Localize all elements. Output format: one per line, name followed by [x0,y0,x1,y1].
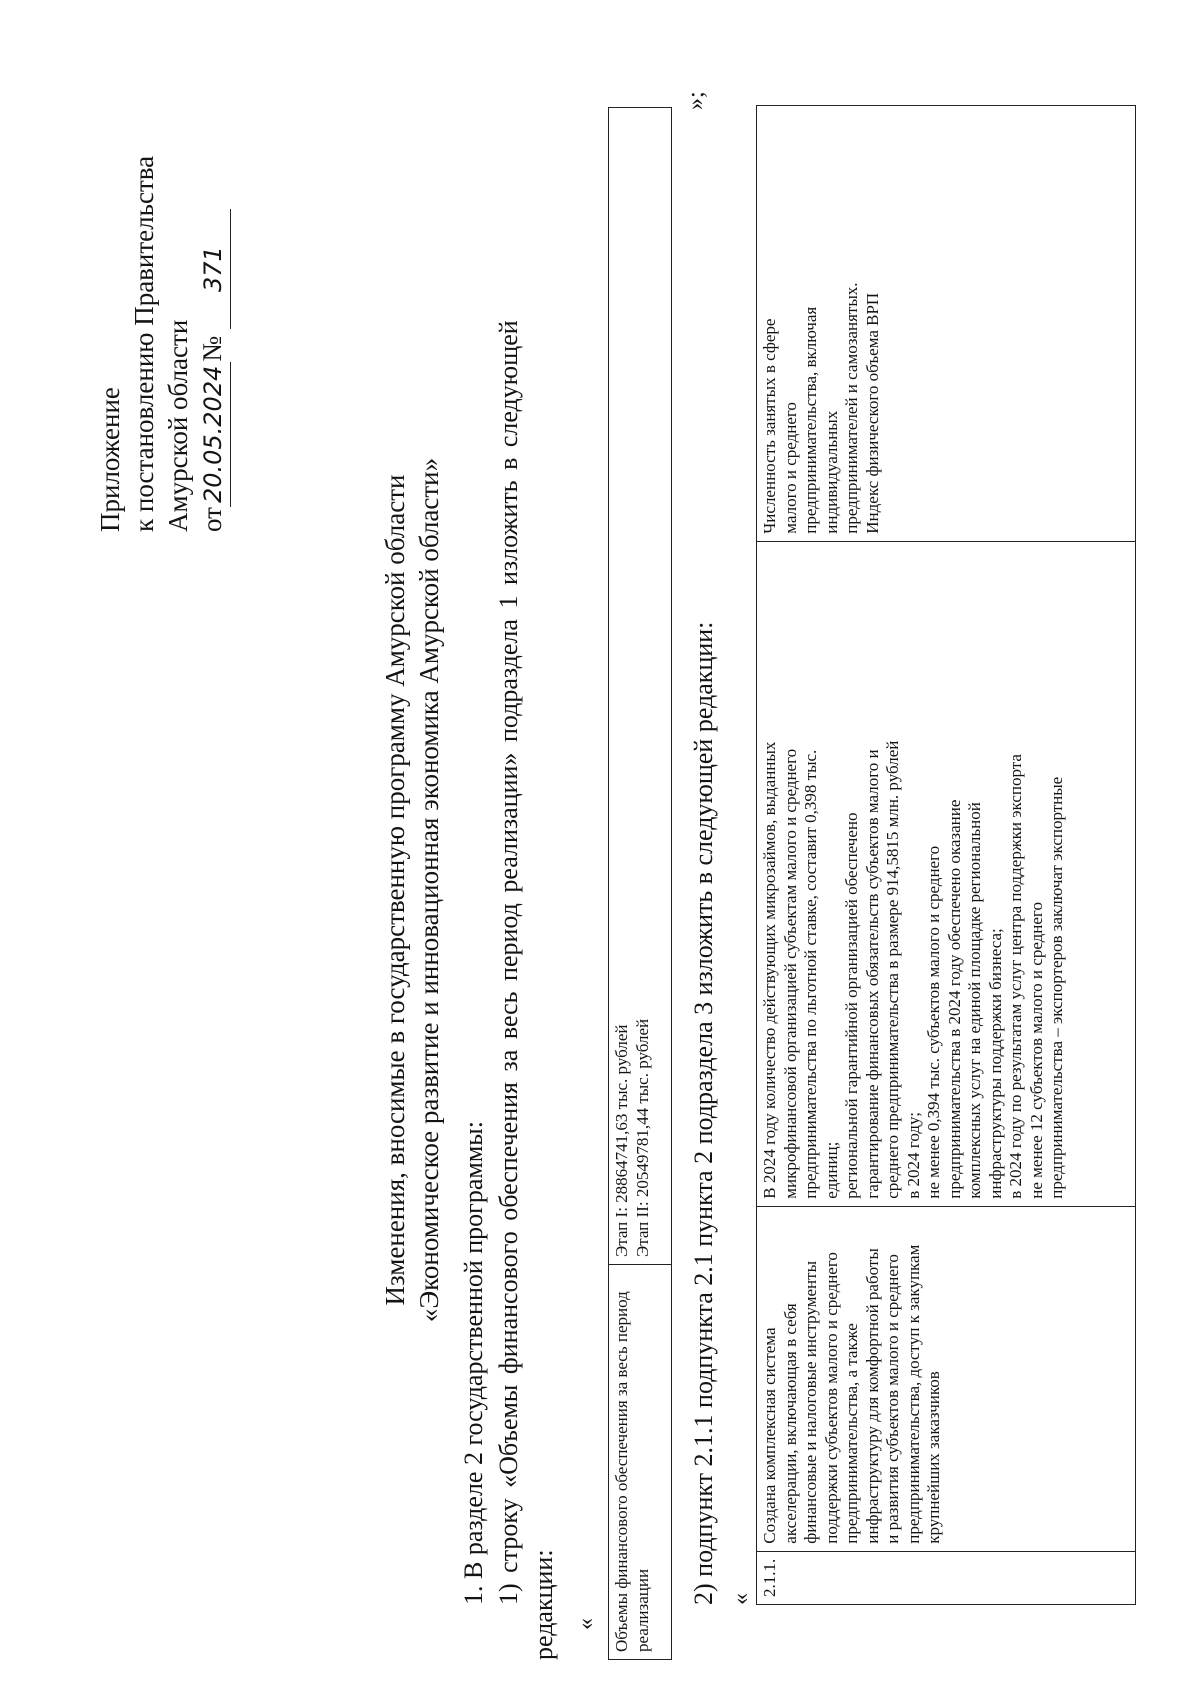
stage-2-value: Этап II: 20549781,44 тыс. рублей [632,1018,652,1257]
indicator-line: Индекс физического объема ВРП [862,292,882,534]
date-prefix: от [197,507,227,532]
financing-label-cell: Объемы финансового обеспечения за весь период реализации [609,1265,672,1660]
result-line: гарантирование финансовых обязательств субъектов малого и [862,749,882,1199]
result-line: среднего предпринимательства в размере 914,5815 млн. рублей [883,740,902,1199]
open-quote: « [573,1618,599,1630]
row-number-cell: 2.1.1. [757,1551,1136,1604]
header-date-line [195,156,231,532]
task-line: и развития субъектов малого и среднего [883,1254,902,1544]
header-line-1: Приложение [95,387,125,532]
indicator-line: предпринимательства, включая [801,306,820,534]
indicator-line: предпринимателей и самозанятых. [842,282,861,534]
handwritten-date: 20.05.2024 [196,362,231,507]
table-row [757,106,1136,1605]
title-line-1: Изменения, вносимые в государственную программу Амурской области [380,474,410,1306]
task-line: предпринимательства, доступ к закупкам [903,1244,923,1544]
table-row [609,108,672,1660]
results-cell [757,541,1136,1206]
result-line: не менее 0,394 тыс. субъектов малого и среднего [924,845,943,1199]
result-line: не менее 12 субъектов малого и среднего [1026,902,1046,1199]
task-line: финансовые и налоговые инструменты [801,1261,820,1544]
financing-value-cell [609,108,672,1265]
result-line: в 2024 году; [903,1112,923,1199]
task-line: акселерации, включающая в себя [780,1303,800,1544]
result-line: в 2024 году по результатам услуг центра поддержки экспорта [1006,754,1025,1199]
item-2-text: 2) подпункт 2.1.1 подпункта 2.1 пункта 2 подраздела 3 изложить в следующей редакции: [689,621,718,1605]
result-line: единиц; [821,1141,841,1199]
section-heading: 1. В разделе 2 государственной программы: [459,1121,488,1605]
close-quote: »; [683,91,709,110]
result-line: предпринимательства в 2024 году обеспечено оказание [944,799,964,1199]
handwritten-number: 371 [196,209,231,329]
item-1-text: 1) строку «Объемы финансового обеспечения за весь период реализации» подраздела 1 изложить в следующей [494,320,523,1605]
financing-table [608,107,672,1660]
result-line: инфраструктуры поддержки бизнеса; [985,928,1005,1199]
document-title [378,440,446,1340]
result-line: комплексных услуг на единой площадке региональной [965,802,984,1199]
item-1-text-cont: редакции: [529,1549,558,1660]
task-line: предпринимательства, а также [842,1323,861,1544]
subitem-table [756,105,1136,1605]
document-page [28,80,1138,1660]
header-line-2: к постановлению Правительства [129,155,159,532]
result-line: предпринимательства – экспортеров заключат экспортные [1047,776,1066,1199]
number-prefix: № [197,335,227,362]
indicator-line: Численность занятых в сфере [760,318,779,534]
stage-1-value: Этап I: 28864741,63 тыс. рублей [612,1024,631,1257]
task-line: поддержки субъектов малого и среднего [821,1252,841,1544]
task-line: крупнейших заказчиков [924,1371,943,1544]
result-line: В 2024 году количество действующих микрозаймов, выданных [760,741,779,1199]
open-quote-2: « [728,1593,754,1605]
result-line: региональной гарантийной организацией обеспечено [842,812,861,1199]
task-cell [757,1206,1136,1551]
result-line: предпринимательства по льготной ставке, составит 0,398 тыс. [801,749,820,1199]
indicators-cell [757,106,1136,542]
title-line-2: «Экономическое развитие и инновационная экономика Амурской области» [414,457,444,1323]
task-line: инфраструктуру для комфортной работы [862,1248,882,1544]
appendix-header [93,156,231,532]
result-line: микрофинансовой организацией субъектам малого и среднего [780,748,800,1199]
indicator-line: малого и среднего [780,402,800,534]
task-line: Создана комплексная система [760,1327,779,1544]
indicator-line: индивидуальных [821,410,841,534]
header-line-3: Амурской области [163,319,193,532]
